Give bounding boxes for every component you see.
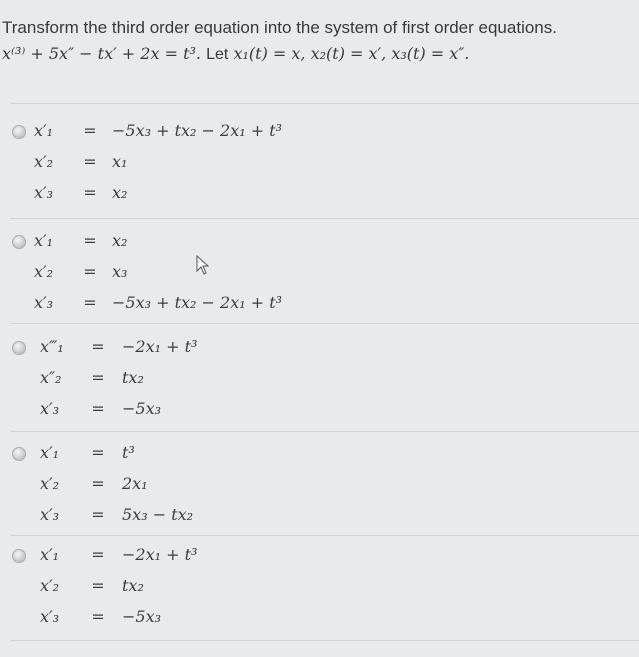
equation-row <box>0 542 639 568</box>
equation-row <box>0 228 639 254</box>
equation-row <box>0 396 639 422</box>
equation-lhs: x′₂ <box>34 152 54 171</box>
equation-rhs: −2x₁ + t³ <box>122 337 198 356</box>
equation-lhs: x′₃ <box>34 293 54 312</box>
equation-rhs: tx₂ <box>122 368 144 387</box>
equation-row <box>0 365 639 391</box>
equals-sign: = <box>83 183 97 202</box>
variable-definitions: x₁(t) = x, x₂(t) = x′, x₃(t) = x″. <box>233 44 470 63</box>
equation-row <box>0 471 639 497</box>
mouse-pointer-icon <box>196 255 210 275</box>
equation-rhs: −5x₃ + tx₂ − 2x₁ + t³ <box>112 293 283 312</box>
separator <box>10 323 639 324</box>
equals-sign: = <box>91 576 105 595</box>
equals-sign: = <box>83 121 97 140</box>
equals-sign: = <box>91 474 105 493</box>
equation-rhs: t³ <box>122 443 135 462</box>
equals-sign: = <box>83 152 97 171</box>
equation-row <box>0 118 639 144</box>
question-text: Transform the third order equation into the system of first order equations. <box>2 18 557 37</box>
question-equation <box>2 43 639 66</box>
equals-sign: = <box>91 443 105 462</box>
equation-row <box>0 149 639 175</box>
equation-lhs: x′₁ <box>34 121 54 140</box>
equation-rhs: x₂ <box>112 183 128 202</box>
equation-row <box>0 259 639 285</box>
equation-rhs: x₁ <box>112 152 128 171</box>
equals-sign: = <box>83 262 97 281</box>
equation-lhs: x′₃ <box>34 183 54 202</box>
equation-rhs: x₂ <box>112 231 128 250</box>
separator <box>10 535 639 536</box>
equals-sign: = <box>91 368 105 387</box>
equation-rhs: x₃ <box>112 262 128 281</box>
equals-sign: = <box>91 607 105 626</box>
equation-lhs: x′₃ <box>40 505 60 524</box>
equation-lhs: x″₂ <box>40 368 62 387</box>
equation-lhs: x′₃ <box>40 607 60 626</box>
equals-sign: = <box>91 337 105 356</box>
equation-rhs: −5x₃ + tx₂ − 2x₁ + t³ <box>112 121 283 140</box>
let-label: Let <box>206 46 229 63</box>
question-prompt <box>0 16 639 66</box>
equation-row <box>0 502 639 528</box>
equation-lhs: x′₂ <box>34 262 54 281</box>
ode-equation: x⁽³⁾ + 5x″ − tx′ + 2x = t³. <box>2 44 202 63</box>
equation-lhs: x′₁ <box>40 443 60 462</box>
equals-sign: = <box>83 293 97 312</box>
equation-lhs: x′₂ <box>40 576 60 595</box>
equation-rhs: −2x₁ + t³ <box>122 545 198 564</box>
equals-sign: = <box>91 505 105 524</box>
equation-rhs: tx₂ <box>122 576 144 595</box>
separator <box>10 218 639 219</box>
equals-sign: = <box>83 231 97 250</box>
equals-sign: = <box>91 399 105 418</box>
separator <box>10 640 639 641</box>
equation-rhs: 2x₁ <box>122 474 148 493</box>
equation-row <box>0 334 639 360</box>
equation-lhs: x′₃ <box>40 399 60 418</box>
equation-rhs: −5x₃ <box>122 607 162 626</box>
equation-lhs: x′₂ <box>40 474 60 493</box>
equation-row <box>0 180 639 206</box>
equation-row <box>0 440 639 466</box>
equation-rhs: 5x₃ − tx₂ <box>122 505 194 524</box>
equation-lhs: x‴₁ <box>40 337 64 356</box>
separator <box>10 103 639 104</box>
equation-row <box>0 290 639 316</box>
equation-lhs: x′₁ <box>34 231 54 250</box>
equation-rhs: −5x₃ <box>122 399 162 418</box>
equation-row <box>0 573 639 599</box>
equals-sign: = <box>91 545 105 564</box>
separator <box>10 431 639 432</box>
equation-row <box>0 604 639 630</box>
equation-lhs: x′₁ <box>40 545 60 564</box>
